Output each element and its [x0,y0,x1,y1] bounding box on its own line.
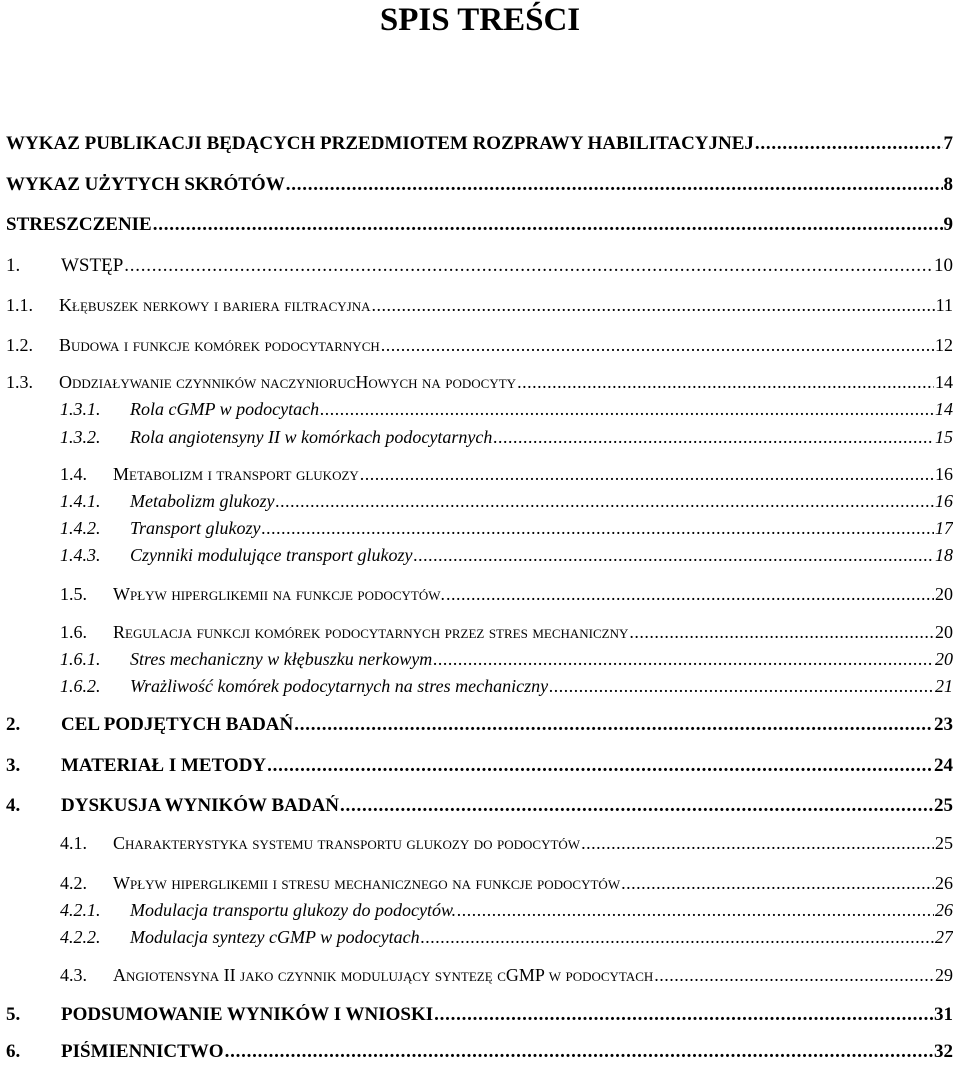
toc-entry-title: Modulacja transportu glukozy do podocytów. [130,900,457,920]
toc-entry-title: Regulacja funkcji komórek podocytarnych przez stres mechaniczny [113,622,629,642]
toc-entry[interactable] [0,133,953,157]
toc-entry-number: 1.6.1. [60,649,101,669]
toc-leader-dots [517,372,934,393]
toc-entry-page: 16 [935,464,953,484]
toc-entry[interactable] [0,464,953,488]
toc-entry-page: 24 [934,755,953,776]
toc-entry-page: 20 [935,622,953,642]
toc-entry-number: 1.6. [60,622,87,642]
toc-entry-number: 1.3. [6,372,33,392]
toc-entry-title: Stres mechaniczny w kłębuszku nerkowym [130,649,433,669]
toc-leader-dots [262,518,934,539]
toc-entry-page: 8 [943,174,953,195]
toc-entry-title: Wrażliwość komórek podocytarnych na stres mechaniczny [130,676,549,696]
toc-entry[interactable] [0,795,953,819]
toc-entry-page: 9 [943,214,953,235]
toc-entry-page: 21 [935,676,953,696]
toc-entry-title: WSTĘP [61,255,124,276]
toc-entry-page: 17 [935,518,953,538]
toc-entry[interactable] [0,927,953,951]
toc-entry[interactable] [0,755,953,779]
toc-leader-dots [457,900,934,921]
toc-entry-number: 2. [6,714,21,735]
toc-entry-number: 4.2.2. [60,927,101,947]
toc-entry-title: DYSKUSJA WYNIKÓW BADAŃ [61,795,340,816]
toc-entry[interactable] [0,491,953,515]
toc-leader-dots [340,795,933,817]
toc-entry-number: 1.3.2. [60,427,101,447]
toc-entry[interactable] [0,335,953,359]
toc-leader-dots [446,584,934,605]
toc-entry-page: 20 [935,649,953,669]
toc-entry-title: MATERIAŁ I METODY [61,755,267,776]
toc-entry-page: 32 [934,1041,953,1062]
toc-entry[interactable] [0,295,953,319]
toc-leader-dots [581,833,934,854]
toc-leader-dots [124,255,933,277]
toc-entry-title: PIŚMIENNICTWO [61,1041,224,1062]
toc-entry-page: 31 [934,1004,953,1025]
toc-entry-title: Metabolizm i transport glukozy [113,464,359,484]
toc-entry-page: 26 [935,873,953,893]
toc-leader-dots [433,649,934,670]
toc-entry-number: 1.4.3. [60,545,101,565]
toc-entry-number: 4.3. [60,965,87,985]
toc-entry[interactable] [0,372,953,396]
toc-leader-dots [434,1004,933,1026]
toc-leader-dots [629,622,934,643]
toc-entry[interactable] [0,1041,953,1065]
toc-entry-title: Charakterystyka systemu transportu glukozy do podocytów [113,833,581,853]
toc-leader-dots [267,755,933,777]
toc-entry-page: 20 [935,584,953,604]
toc-leader-dots [381,335,934,356]
toc-entry-page: 18 [935,545,953,565]
toc-entry-number: 1.2. [6,335,33,355]
toc-entry[interactable] [0,649,953,673]
toc-entry[interactable] [0,518,953,542]
toc-entry-page: 16 [935,491,953,511]
toc-entry-title: Wpływ hiperglikemii na funkcje podocytów. [113,584,445,604]
toc-entry-number: 1.4. [60,464,87,484]
toc-entry-title: Angiotensyna II jako czynnik modulujący syntezę cGMP w podocytach [113,965,654,985]
toc-leader-dots [153,214,943,236]
toc-leader-dots [549,676,934,697]
toc-entry-title: WYKAZ PUBLIKACJI BĘDĄCYCH PRZEDMIOTEM ROZPRAWY HABILITACYJNEJ [6,133,754,154]
toc-leader-dots [294,714,933,736]
toc-entry-page: 11 [935,295,953,315]
toc-entry-title: Czynniki modulujące transport glukozy [130,545,413,565]
toc-entry-page: 23 [934,714,953,735]
toc-entry-number: 1.6.2. [60,676,101,696]
toc-entry-title: CEL PODJĘTYCH BADAŃ [61,714,294,735]
toc-leader-dots [286,174,943,196]
toc-entry-number: 1.4.2. [60,518,101,538]
toc-entry-title: Transport glukozy [130,518,261,538]
toc-entry-title: PODSUMOWANIE WYNIKÓW I WNIOSKI [61,1004,434,1025]
toc-entry-title: Rola angiotensyny II w komórkach podocytarnych [130,427,493,447]
toc-entry-number: 1.3.1. [60,399,101,419]
toc-entry-title: Kłębuszek nerkowy i bariera filtracyjna [59,295,371,315]
toc-entry[interactable] [0,174,953,198]
toc-entry[interactable] [0,1004,953,1028]
toc-entry-number: 6. [6,1041,21,1062]
toc-entry-page: 25 [935,833,953,853]
toc-leader-dots [493,427,934,448]
toc-entry-page: 27 [935,927,953,947]
toc-entry-number: 4.1. [60,833,87,853]
toc-entry-number: 1.1. [6,295,33,315]
toc-entry-page: 26 [935,900,953,920]
toc-leader-dots [654,965,934,986]
toc-entry-title: Modulacja syntezy cGMP w podocytach [130,927,420,947]
toc-entry[interactable] [0,676,953,700]
toc-entry-page: 15 [935,427,953,447]
toc-entry-page: 10 [934,255,953,276]
toc-entry-number: 4. [6,795,21,816]
toc-entry[interactable] [0,622,953,646]
toc-entry-page: 25 [934,795,953,816]
toc-entry[interactable] [0,584,953,608]
toc-leader-dots [275,491,934,512]
toc-entry-title: Budowa i funkcje komórek podocytarnych [59,335,380,355]
toc-leader-dots [421,927,934,948]
toc-entry-title: WYKAZ UŻYTYCH SKRÓTÓW [6,174,285,195]
toc-entry[interactable] [0,545,953,569]
toc-leader-dots [755,133,943,155]
toc-entry-number: 5. [6,1004,21,1025]
toc-entry-title: Rola cGMP w podocytach [130,399,320,419]
toc-entry-page: 14 [935,372,953,392]
toc-entry-number: 1.4.1. [60,491,101,511]
toc-entry-number: 1. [6,255,21,276]
toc-entry-page: 29 [935,965,953,985]
toc-entry[interactable] [0,399,953,423]
toc-entry-title: STRESZCZENIE [6,214,152,235]
toc-entry[interactable] [0,714,953,738]
toc-leader-dots [320,399,934,420]
toc-entry[interactable] [0,873,953,897]
toc-entry-page: 14 [935,399,953,419]
toc-entry-title: Metabolizm glukozy [130,491,275,511]
toc-entry[interactable] [0,965,953,989]
toc-entry[interactable] [0,427,953,451]
toc-entry-number: 1.5. [60,584,87,604]
toc-entry-title: Oddziaływanie czynników naczyniorucHowych na podocyty [59,372,517,392]
toc-leader-dots [371,295,934,316]
toc-leader-dots [413,545,934,566]
toc-leader-dots [360,464,934,485]
toc-entry-page: 12 [935,335,953,355]
toc-entry[interactable] [0,214,953,238]
toc-leader-dots [225,1041,933,1063]
toc-entry-number: 4.2. [60,873,87,893]
page-title: SPIS TREŚCI [379,2,581,38]
toc-entry[interactable] [0,833,953,857]
toc-leader-dots [621,873,934,894]
toc-entry[interactable] [0,255,953,279]
toc-entry[interactable] [0,900,953,924]
toc-entry-number: 3. [6,755,21,776]
toc-entry-number: 4.2.1. [60,900,101,920]
toc-entry-page: 7 [943,133,953,154]
toc-entry-title: Wpływ hiperglikemii i stresu mechanicznego na funkcje podocytów [113,873,621,893]
